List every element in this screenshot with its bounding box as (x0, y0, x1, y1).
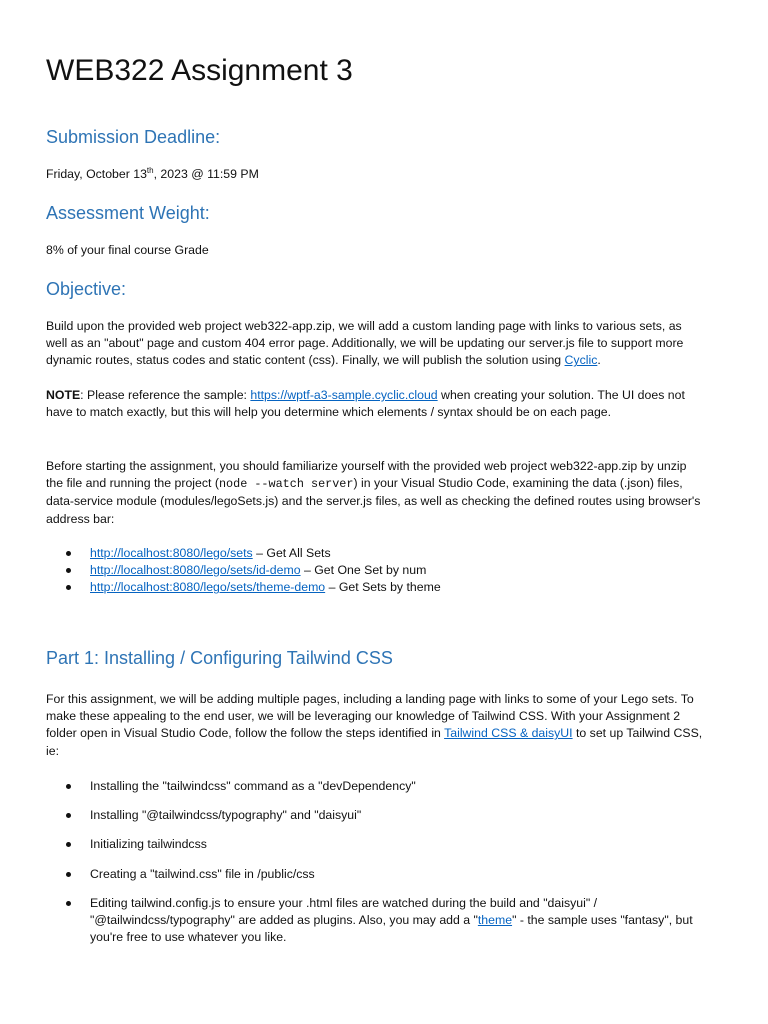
theme-link[interactable]: theme (477, 913, 513, 928)
step-text: Installing "@tailwindcss/typography" and "daisyui" (90, 808, 362, 823)
bullet-icon (66, 568, 71, 573)
part1-line-2: make these appealing to the end user, we will be leveraging our knowledge of Tailwind CSS. With your Assignment 2 (46, 709, 681, 724)
step-text-line-3: you're free to use whatever you like. (90, 930, 287, 945)
tailwind-daisyui-link[interactable]: Tailwind CSS & daisyUI (444, 726, 573, 741)
before-line-2: the file and running the project ( (46, 476, 219, 491)
note-text: : Please reference the sample: (80, 388, 251, 402)
list-item (46, 807, 693, 824)
steps-list (46, 778, 693, 946)
cyclic-link[interactable]: Cyclic (564, 353, 598, 368)
note-text-end: when creating your solution. The UI does not (437, 388, 685, 402)
route-link-id-demo[interactable]: http://localhost:8080/lego/sets/id-demo (90, 563, 301, 578)
objective-line-3: dynamic routes, status codes and static content (css). Finally, we will publish the solution using (46, 353, 565, 368)
objective-line-2: well as an "about" page and custom 404 error page. Additionally, we will be updating our server.js file to support more (46, 336, 684, 351)
part1-heading: Part 1: Installing / Configuring Tailwind CSS (46, 648, 393, 668)
route-link-theme-demo[interactable]: http://localhost:8080/lego/sets/theme-demo (90, 580, 326, 595)
bullet-icon (66, 842, 71, 847)
objective-paragraph (46, 318, 726, 370)
step-text: Editing tailwind.config.js to ensure your .html files are watched during the build and "daisyui" / (90, 895, 598, 910)
routes-list (46, 545, 441, 597)
submission-suffix: th (146, 165, 154, 175)
note-line-2: have to match exactly, but this will help you determine which elements / syntax should be on each page. (46, 405, 612, 420)
bullet-icon (66, 551, 71, 556)
before-line-2-end: ) in your Visual Studio Code, examining the data (.json) files, (353, 476, 683, 491)
step-text: Creating a "tailwind.css" file in /public/css (90, 866, 315, 881)
before-line-4: address bar: (46, 511, 115, 526)
submission-rest: , 2023 @ 11:59 PM (153, 167, 259, 181)
page-title: WEB322 Assignment 3 (46, 54, 353, 87)
list-item (46, 562, 441, 579)
objective-line-3-end: . (597, 353, 601, 368)
list-item (46, 778, 693, 795)
part1-line-3-end: to set up Tailwind CSS, (572, 726, 703, 741)
before-line-3: data-service module (modules/legoSets.js) and the server.js files, as well as checking the defined routes using browser's (46, 494, 701, 509)
route-desc: – Get All Sets (252, 546, 331, 560)
step-text: Installing the "tailwindcss" command as a "devDependency" (90, 779, 416, 793)
route-desc: – Get Sets by theme (325, 580, 441, 595)
sample-link[interactable]: https://wptf-a3-sample.cyclic.cloud (250, 388, 438, 402)
objective-heading: Objective: (46, 279, 127, 299)
route-link-sets[interactable]: http://localhost:8080/lego/sets (90, 546, 253, 560)
bullet-icon (66, 901, 71, 906)
weight-text: 8% of your final course Grade (46, 243, 209, 257)
bullet-icon (66, 784, 71, 789)
before-line-1: Before starting the assignment, you should familiarize yourself with the provided web project web322-app.zip by unzip (46, 459, 687, 473)
part1-line-4: ie: (46, 743, 59, 758)
note-paragraph (46, 387, 726, 421)
list-item (46, 836, 693, 853)
note-label: NOTE (46, 388, 81, 402)
submission-heading: Submission Deadline: (46, 127, 221, 147)
part1-paragraph (46, 691, 726, 760)
objective-line-1: Build upon the provided web project web322-app.zip, we will add a custom landing page with links to various sets, as (46, 319, 682, 333)
step-text: Initializing tailwindcss (90, 837, 207, 852)
bullet-icon (66, 813, 71, 818)
part1-line-1: For this assignment, we will be adding multiple pages, including a landing page with links to some of your Lego sets. To (46, 692, 694, 706)
step-text-line-2: "@tailwindcss/typography" are added as plugins. Also, you may add a " (90, 913, 478, 928)
list-item (46, 545, 441, 562)
bullet-icon (66, 872, 71, 877)
bullet-icon (66, 585, 71, 590)
part1-line-3: folder open in Visual Studio Code, follow the follow the steps identified in (46, 726, 445, 741)
list-item (46, 866, 693, 883)
submission-date (46, 166, 726, 183)
step-text-line-2-end: " - the sample uses "fantasy", but (512, 913, 693, 928)
before-paragraph (46, 458, 726, 528)
route-desc: – Get One Set by num (300, 563, 427, 578)
submission-day: Friday, October 13 (46, 167, 147, 181)
command-code: node --watch server (218, 477, 354, 492)
list-item (46, 579, 441, 596)
weight-heading: Assessment Weight: (46, 203, 210, 223)
list-item (46, 895, 693, 947)
